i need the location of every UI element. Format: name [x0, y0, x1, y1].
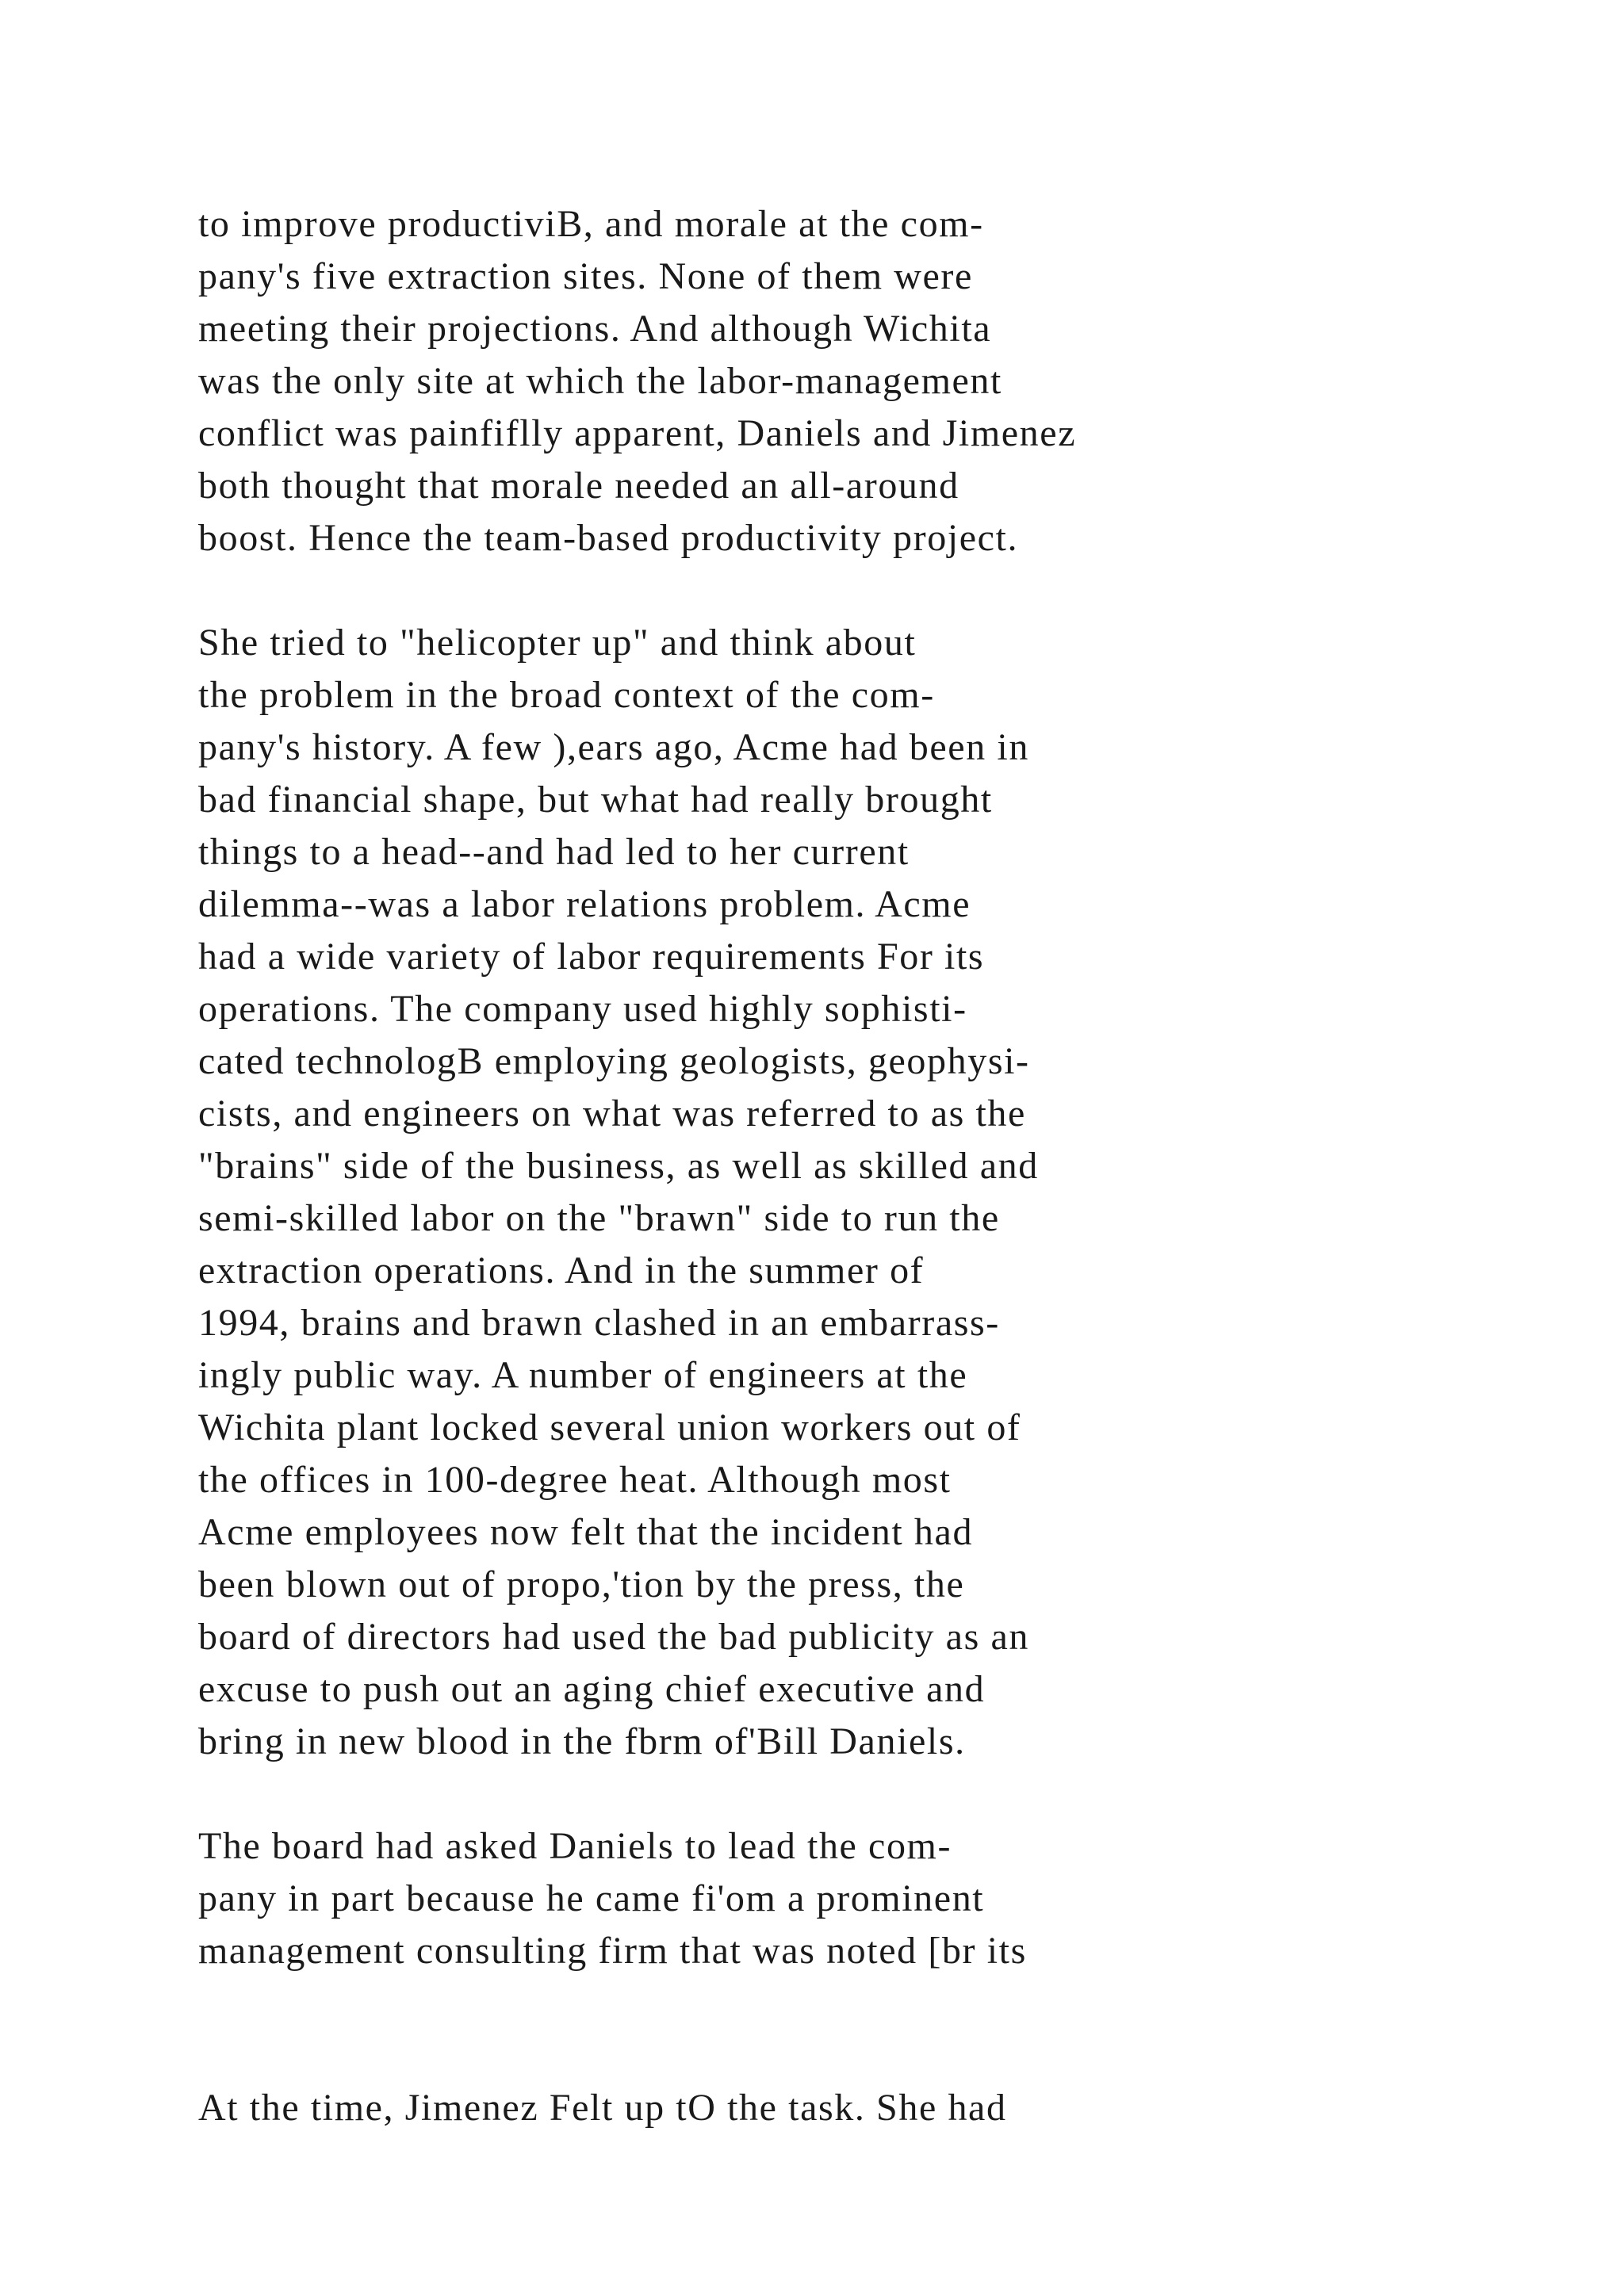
text-line: bring in new blood in the fbrm of'Bill Daniels.: [198, 1720, 966, 1762]
text-line: boost. Hence the team-based productivity project.: [198, 517, 1019, 559]
text-line: the offices in 100-degree heat. Although most: [198, 1459, 952, 1501]
paragraph-1: [198, 198, 1076, 564]
text-line: 1994, brains and brawn clashed in an embarrass-: [198, 1302, 1000, 1344]
text-line: ingly public way. A number of engineers at the: [198, 1354, 968, 1396]
text-line: Acme employees now felt that the incident had: [198, 1511, 974, 1553]
text-line: to improve productiviB, and morale at the com-: [198, 203, 984, 245]
text-line: Wichita plant locked several union workers out of: [198, 1406, 1021, 1448]
text-line: pany in part because he came fi'om a prominent: [198, 1877, 985, 1919]
text-line: cated technologB employing geologists, geophysi-: [198, 1040, 1030, 1082]
text-line: was the only site at which the labor-management: [198, 360, 1002, 402]
text-line: meeting their projections. And although Wichita: [198, 308, 992, 350]
text-line: operations. The company used highly sophisti-: [198, 988, 967, 1030]
text-line: pany's five extraction sites. None of them were: [198, 255, 973, 297]
text-line: management consulting firm that was noted [br its: [198, 1930, 1027, 1972]
text-line: extraction operations. And in the summer of: [198, 1249, 925, 1292]
text-line: both thought that morale needed an all-around: [198, 465, 959, 507]
paragraph-3: [198, 1820, 1027, 1977]
text-line: bad financial shape, but what had really brought: [198, 779, 993, 821]
text-line: excuse to push out an aging chief executive and: [198, 1668, 986, 1710]
text-line: things to a head--and had led to her current: [198, 831, 910, 873]
text-line: pany's history. A few ),ears ago, Acme had been in: [198, 726, 1029, 768]
text-line: cists, and engineers on what was referred to as the: [198, 1093, 1026, 1135]
text-line: She tried to "helicopter up" and think about: [198, 622, 917, 664]
paragraph-2: [198, 617, 1039, 1768]
text-line: dilemma--was a labor relations problem. Acme: [198, 883, 971, 925]
text-line: had a wide variety of labor requirements For its: [198, 936, 985, 978]
text-line: been blown out of propo,'tion by the press, the: [198, 1563, 965, 1605]
text-line: conflict was painfiflly apparent, Daniels and Jimenez: [198, 412, 1077, 454]
text-line: board of directors had used the bad publicity as an: [198, 1616, 1029, 1658]
text-line: The board had asked Daniels to lead the com-: [198, 1825, 952, 1867]
text-line: At the time, Jimenez Felt up tO the task. She had: [198, 2087, 1007, 2129]
text-line: semi-skilled labor on the "brawn" side to run the: [198, 1197, 1000, 1239]
text-line: "brains" side of the business, as well as skilled and: [198, 1145, 1039, 1187]
paragraph-4: [198, 2082, 1007, 2134]
text-line: the problem in the broad context of the com-: [198, 674, 935, 716]
